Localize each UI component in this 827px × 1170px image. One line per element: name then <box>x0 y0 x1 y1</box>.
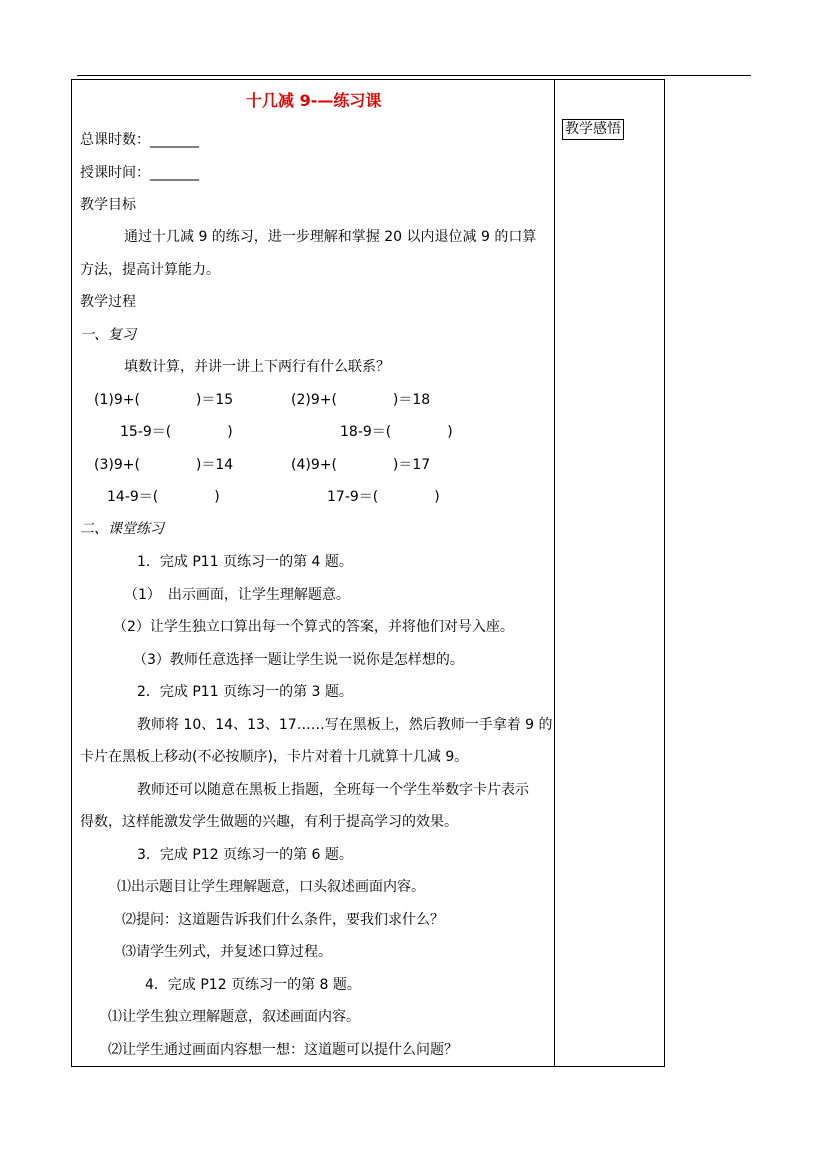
goal-heading: 教学目标 <box>80 197 136 213</box>
exercise-step: ⑵提问：这道题告诉我们什么条件，要我们求什么？ <box>122 912 444 928</box>
section-heading: 二、课堂练习 <box>80 521 164 537</box>
total-hours: 总课时数：_______ <box>80 132 199 148</box>
exercise-step: ⑵让学生通过画面内容想一想：这道题可以提什么问题？ <box>108 1042 458 1058</box>
exercise-step: ⑶请学生列式，并复述口算过程。 <box>122 944 332 960</box>
reflection-label: 教学感悟 <box>562 119 624 140</box>
goal-line: 通过十几减 9 的练习，进一步理解和掌握 20 以内退位减 9 的口算 <box>124 229 537 245</box>
exercise-step: ⑴出示题目让学生理解题意，口头叙述画面内容。 <box>117 879 425 895</box>
exercise-step: ⑴让学生独立理解题意，叙述画面内容。 <box>108 1009 360 1025</box>
exercise-text: 教师还可以随意在黑板上指题，全班每一个学生举数字卡片表示 <box>137 782 529 798</box>
review-intro: 填数计算，并讲一讲上下两行有什么联系？ <box>124 359 390 375</box>
goal-line: 方法，提高计算能力。 <box>80 262 220 278</box>
exercise-text: 卡片在黑板上移动(不必按顺序)，卡片对着十几就算十几减 9。 <box>80 749 469 765</box>
exercise-item: 3．完成 P12 页练习一的第 6 题。 <box>137 847 353 863</box>
header-rule <box>77 75 751 76</box>
section-heading: 一、复习 <box>80 327 136 343</box>
equation: 18-9＝( ) <box>340 424 453 440</box>
exercise-text: 教师将 10、14、13、17……写在黑板上，然后教师一手拿着 9 的 <box>137 717 553 733</box>
exercise-step: （3）教师任意选择一题让学生说一说你是怎样想的。 <box>133 652 464 668</box>
exercise-text: 得数，这样能激发学生做题的兴趣，有利于提高学习的效果。 <box>80 814 458 830</box>
exercise-step: （2）让学生独立口算出每一个算式的答案，并将他们对号入座。 <box>113 619 514 635</box>
exercise-item: 1．完成 P11 页练习一的第 4 题。 <box>137 554 353 570</box>
equation: (1)9+( )＝15 <box>94 392 234 408</box>
exercise-item: 2．完成 P11 页练习一的第 3 题。 <box>137 684 353 700</box>
equation: 15-9＝( ) <box>120 424 233 440</box>
lesson-time: 授课时间：_______ <box>80 165 199 181</box>
page-title: 十几减 9-—练习课 <box>246 91 382 110</box>
equation: (2)9+( )＝18 <box>291 392 431 408</box>
exercise-item: 4．完成 P12 页练习一的第 8 题。 <box>145 977 361 993</box>
equation: (4)9+( )＝17 <box>291 457 431 473</box>
equation: 14-9＝( ) <box>107 489 220 505</box>
column-divider <box>554 79 555 1066</box>
process-heading: 教学过程 <box>80 294 136 310</box>
equation: 17-9＝( ) <box>327 489 440 505</box>
exercise-step: （1） 出示画面，让学生理解题意。 <box>124 587 350 603</box>
equation: (3)9+( )＝14 <box>94 457 234 473</box>
